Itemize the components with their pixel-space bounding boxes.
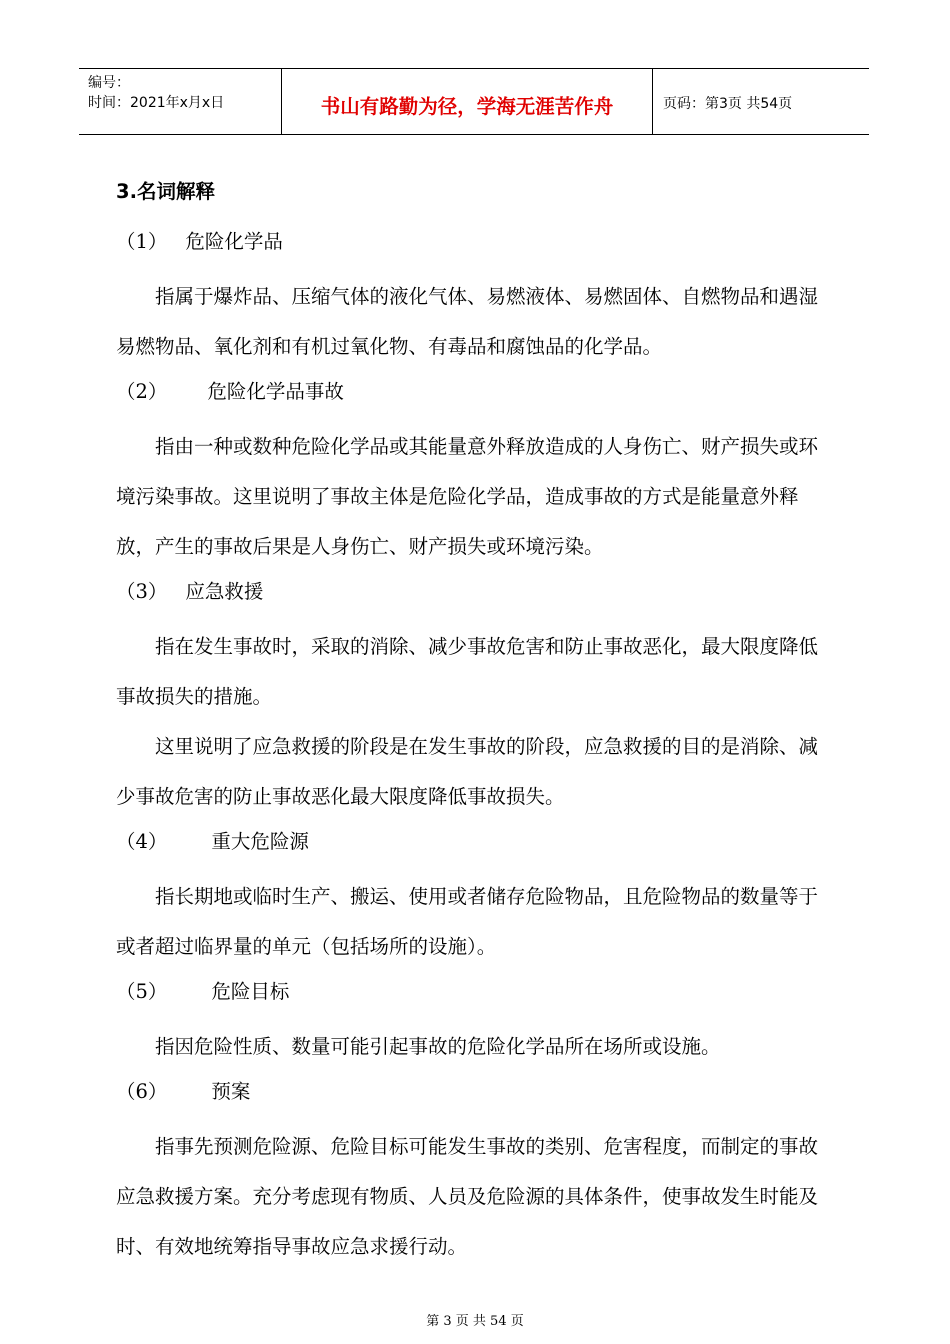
term-name: 危险目标 xyxy=(211,980,290,1003)
term-name: 危险化学品 xyxy=(185,230,283,253)
term-definition: 指因危险性质、数量可能引起事故的危险化学品所在场所或设施。 xyxy=(155,1035,721,1058)
term-number: （1） xyxy=(116,230,168,253)
document-date-label: 时间：2021年x月x日 xyxy=(88,95,225,111)
term-number: （4） xyxy=(116,830,168,853)
term-list xyxy=(116,222,836,1272)
term-heading xyxy=(116,822,836,862)
term-heading xyxy=(116,222,836,262)
document-number-label: 编号： xyxy=(88,75,130,91)
term-name: 应急救援 xyxy=(185,580,264,603)
term-number: （5） xyxy=(116,980,168,1003)
term-definition: 指属于爆炸品、压缩气体的液化气体、易燃液体、易燃固体、自燃物品和遇湿易燃物品、氧化剂和有机过氧化物、有毒品和腐蚀品的化学品。 xyxy=(116,285,819,358)
term-heading xyxy=(116,372,836,412)
header-motto: 书山有路勤为径，学海无涯苦作舟 xyxy=(281,69,653,134)
term-name: 预案 xyxy=(211,1080,251,1103)
term-definition: 指在发生事故时，采取的消除、减少事故危害和防止事故恶化，最大限度降低事故损失的措施。 xyxy=(116,635,819,708)
term-number: （6） xyxy=(116,1080,168,1103)
page-footer: 第 3 页 共 54 页 xyxy=(426,1314,524,1329)
term-heading xyxy=(116,1072,836,1112)
term-definition: 指由一种或数种危险化学品或其能量意外释放造成的人身伤亡、财产损失或环境污染事故。这里说明了事故主体是危险化学品，造成事故的方式是能量意外释放，产生的事故后果是人身伤亡、财产损失或环境污染。 xyxy=(116,435,819,558)
term-name: 危险化学品事故 xyxy=(207,380,344,403)
term-number: （3） xyxy=(116,580,168,603)
page-header xyxy=(79,68,869,135)
section-title: 3.名词解释 xyxy=(116,180,215,203)
term-definition: 这里说明了应急救援的阶段是在发生事故的阶段，应急救援的目的是消除、减少事故危害的防止事故恶化最大限度降低事故损失。 xyxy=(116,735,819,808)
header-page-info: 页码：第3页 共54页 xyxy=(663,96,793,112)
header-info-cell xyxy=(79,69,281,134)
term-name: 重大危险源 xyxy=(211,830,309,853)
term-heading xyxy=(116,972,836,1012)
term-definition: 指事先预测危险源、危险目标可能发生事故的类别、危害程度，而制定的事故应急救援方案。充分考虑现有物质、人员及危险源的具体条件，使事故发生时能及时、有效地统筹指导事故应急求援行动。 xyxy=(116,1135,819,1258)
document-body xyxy=(116,172,836,1272)
term-number: （2） xyxy=(116,380,168,403)
term-definition: 指长期地或临时生产、搬运、使用或者储存危险物品，且危险物品的数量等于或者超过临界量的单元（包括场所的设施）。 xyxy=(116,885,819,958)
term-heading xyxy=(116,572,836,612)
